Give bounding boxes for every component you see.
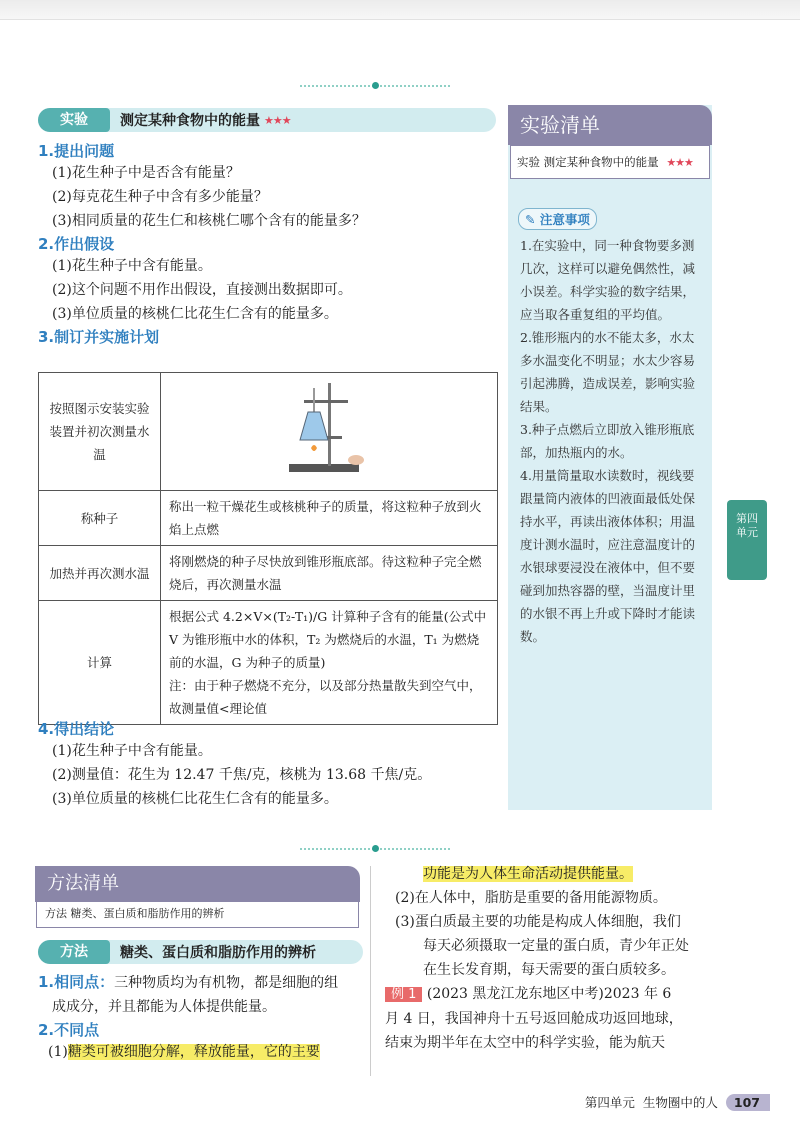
experiment-tag: 实验 bbox=[38, 108, 110, 132]
table-row bbox=[39, 373, 498, 491]
method-box-subtitle: 方法 糖类、蛋白质和脂肪作用的辨析 bbox=[36, 902, 359, 928]
item-prefix: (1) bbox=[48, 1044, 68, 1060]
list-item: (1)花生种子中含有能量。 bbox=[52, 743, 212, 759]
example-label: 例 1 bbox=[385, 987, 422, 1002]
apparatus-illustration bbox=[284, 378, 374, 478]
difficulty-stars: ★★★ bbox=[264, 113, 291, 127]
paragraph-text: (2)在人体中，脂肪是重要的备用能源物质。 bbox=[395, 890, 667, 906]
list-item: (3)相同质量的花生仁和核桃仁哪个含有的能量多？ bbox=[52, 213, 366, 229]
notes-list bbox=[520, 234, 704, 648]
list-item: (3)单位质量的核桃仁比花生仁含有的能量多。 bbox=[52, 306, 338, 322]
note-item: 2.锥形瓶内的水不能太多，水太多水温变化不明显；水太少容易引起沸腾，造成误差，影响实验结果。 bbox=[520, 330, 696, 414]
method-title: 糖类、蛋白质和脂肪作用的辨析 bbox=[120, 945, 316, 961]
procedure-table bbox=[38, 372, 498, 725]
highlighted-text: 糖类可被细胞分解，释放能量，它的主要 bbox=[67, 1044, 320, 1060]
example-text: (2023 黑龙江龙东地区中考)2023 年 6 bbox=[426, 986, 672, 1002]
divider-top bbox=[300, 85, 450, 91]
list-item: (1)花生种子中是否含有能量？ bbox=[52, 165, 240, 181]
note-item: 1.在实验中，同一种食物要多测几次，这样可以避免偶然性，减小误差。科学实验的数字结果，应当取各重复组的平均值。 bbox=[520, 238, 696, 322]
paragraph-text: 成成分，并且都能为人体提供能量。 bbox=[52, 999, 276, 1015]
list-item: (3)单位质量的核桃仁比花生仁含有的能量多。 bbox=[52, 791, 338, 807]
example-text: 结束为期半年在太空中的科学实验，能为航天 bbox=[385, 1035, 665, 1051]
method-header bbox=[38, 940, 363, 964]
experiment-body bbox=[38, 140, 498, 347]
formula-text: 根据公式 4.2×V×(T₂-T₁)/G 计算种子含有的能量(公式中 V 为锥形瓶中水的体积，T₂ 为燃烧后的水温，T₁ 为燃烧前的水温，G 为种子的质量) bbox=[169, 609, 487, 670]
checklist-subtitle-text: 实验 测定某种食物中的能量 bbox=[517, 155, 659, 169]
table-row bbox=[39, 546, 498, 601]
column-divider bbox=[370, 866, 371, 1076]
table-cell-label: 称种子 bbox=[39, 491, 161, 546]
note-item: 3.种子点燃后立即放入锥形瓶底部，加热瓶内的水。 bbox=[520, 422, 695, 460]
example-text: 月 4 日，我国神舟十五号返回舱成功返回地球， bbox=[385, 1011, 683, 1027]
checklist-stars: ★★★ bbox=[666, 156, 693, 169]
note-text: 注：由于种子燃烧不充分，以及部分热量散失到空气中，故测量值<理论值 bbox=[169, 678, 482, 716]
checklist-subtitle bbox=[510, 145, 710, 179]
method-box-title: 方法清单 bbox=[35, 866, 360, 902]
apparatus-figure-cell bbox=[161, 373, 498, 491]
list-item: (2)每克花生种子中含有多少能量？ bbox=[52, 189, 268, 205]
paragraph-text: 在生长发育期，每天需要的蛋白质较多。 bbox=[423, 962, 675, 978]
top-band bbox=[0, 0, 800, 20]
notes-label-text: 注意事项 bbox=[539, 212, 590, 227]
table-cell bbox=[161, 601, 498, 725]
page-footer bbox=[585, 1093, 770, 1111]
table-cell-label: 加热并再次测水温 bbox=[39, 546, 161, 601]
unit-side-tab-label: 第四单元 bbox=[736, 512, 758, 539]
method-right-column bbox=[385, 862, 720, 1055]
section-heading: 3.制订并实施计划 bbox=[38, 328, 160, 346]
unit-side-tab[interactable] bbox=[727, 500, 767, 580]
paragraph-text: (3)蛋白质最主要的功能是构成人体细胞，我们 bbox=[395, 914, 681, 930]
paragraph-text: 三种物质均为有机物，都是细胞的组 bbox=[114, 975, 339, 991]
notes-label bbox=[518, 208, 597, 230]
table-cell-label: 按照图示安装实验装置并初次测量水温 bbox=[39, 373, 161, 491]
table-cell-label: 计算 bbox=[39, 601, 161, 725]
table-cell: 将刚燃烧的种子尽快放到锥形瓶底部。待这粒种子完全燃烧后，再次测量水温 bbox=[161, 546, 498, 601]
section-heading: 1.提出问题 bbox=[38, 142, 115, 160]
section-heading: 2.作出假设 bbox=[38, 235, 115, 253]
table-row bbox=[39, 601, 498, 725]
footer-unit: 第四单元 bbox=[584, 1095, 635, 1110]
table-row bbox=[39, 491, 498, 546]
point-heading: 2.不同点 bbox=[38, 1021, 100, 1039]
table-cell: 称出一粒干燥花生或核桃种子的质量，将这粒种子放到火焰上点燃 bbox=[161, 491, 498, 546]
point-heading: 1.相同点： bbox=[38, 973, 115, 991]
method-tag: 方法 bbox=[38, 940, 110, 964]
list-item: (1)花生种子中含有能量。 bbox=[52, 258, 212, 274]
divider-bottom bbox=[300, 848, 450, 854]
section-heading: 4.得出结论 bbox=[38, 720, 115, 738]
footer-chapter: 生物圈中的人 bbox=[642, 1095, 718, 1110]
list-item: (2)这个问题不用作出假设，直接测出数据即可。 bbox=[52, 282, 352, 298]
checklist-title: 实验清单 bbox=[508, 105, 712, 145]
page-number: 107 bbox=[726, 1094, 770, 1111]
experiment-header bbox=[38, 108, 496, 132]
experiment-title: 测定某种食物中的能量 bbox=[120, 113, 260, 129]
paragraph-text: 每天必须摄取一定量的蛋白质，青少年正处 bbox=[423, 938, 689, 954]
note-item: 4.用量筒量取水读数时，视线要跟量筒内液体的凹液面最低处保持水平，再读出液体体积；用温度计测水温时，应注意温度计的水银球要浸没在液体中，但不要碰到加热容器的壁，当温度计里的水银不再上升或下降时才能读数。 bbox=[520, 468, 696, 644]
list-item: (2)测量值：花生为 12.47 千焦/克，核桃为 13.68 千焦/克。 bbox=[52, 767, 432, 783]
method-left-column bbox=[38, 970, 368, 1064]
notes-icon: ✎ bbox=[525, 212, 536, 227]
conclusion-section bbox=[38, 718, 498, 811]
highlighted-text: 功能是为人体生命活动提供能量。 bbox=[423, 866, 633, 882]
